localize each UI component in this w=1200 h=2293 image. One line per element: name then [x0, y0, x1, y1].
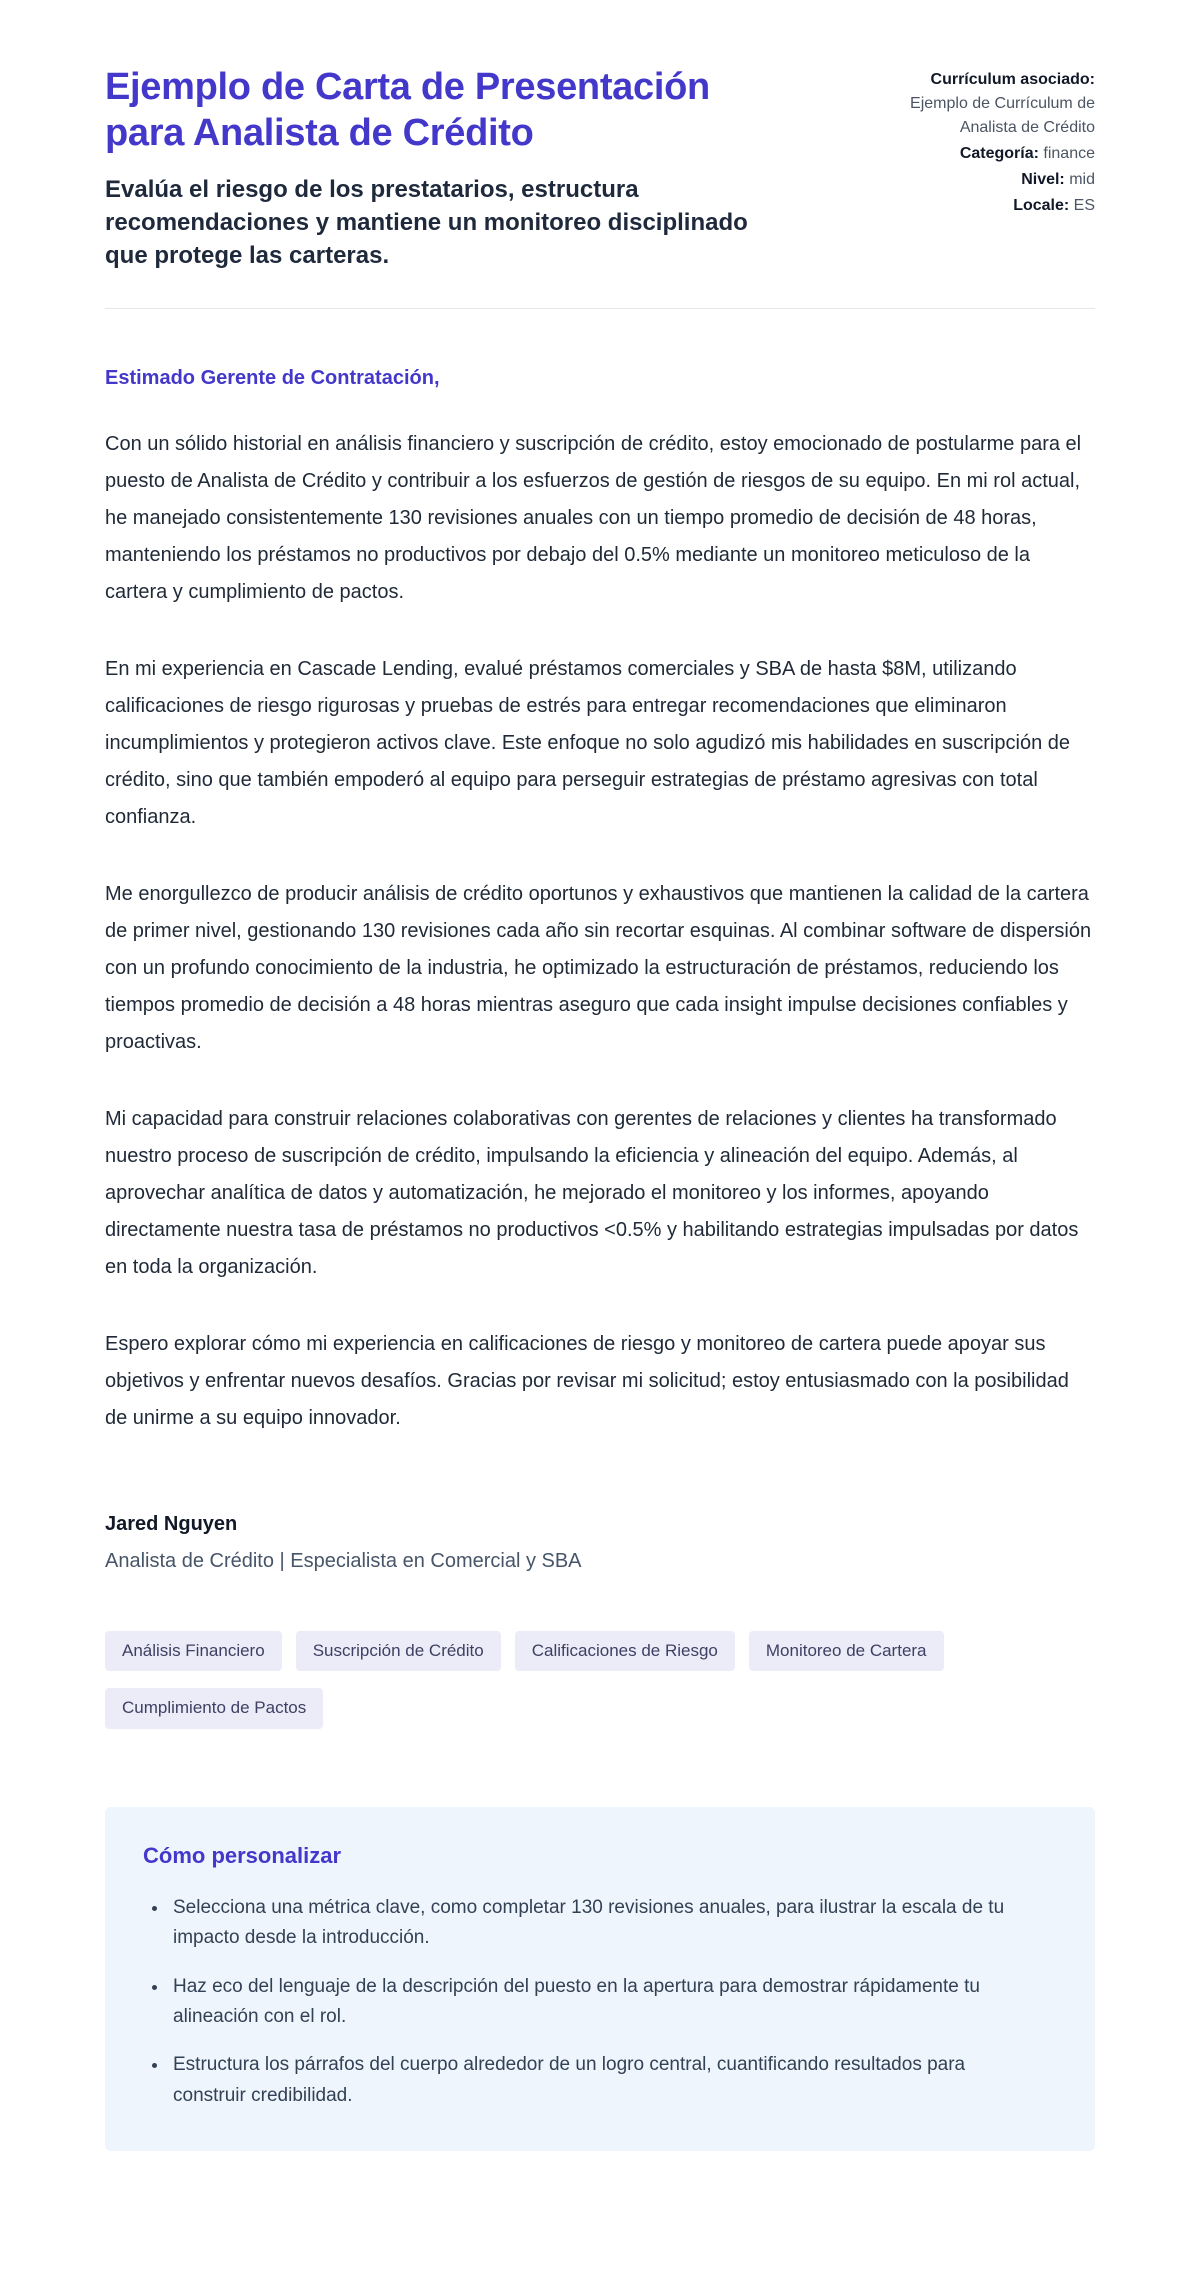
header-divider — [105, 308, 1095, 309]
tag-chip-cumplimiento-de-pactos[interactable]: Cumplimiento de Pactos — [105, 1688, 323, 1728]
customize-tip-1: • Selecciona una métrica clave, como completar 130 revisiones anuales, para ilustrar la escala de tu impacto desde la introducción. — [169, 1893, 1029, 1954]
letter-paragraph-4: Mi capacidad para construir relaciones colaborativas con gerentes de relaciones y clientes ha transformado nuestro proceso de suscripción de crédito, impulsando la eficiencia y alineación del equipo. Además, al aprovechar analítica de datos y automatización, he mejorado el monitoreo y los informes, apoyando directamente nuestra tasa de préstamos no productivos <0.5% y habilitando estrategias impulsadas por datos en toda la organización. — [105, 1108, 1079, 1279]
signature-name: Jared Nguyen — [105, 1513, 238, 1536]
locale-value: ES — [1069, 197, 1095, 214]
tag-chip-suscripcion-de-credito[interactable]: Suscripción de Crédito — [296, 1631, 501, 1671]
header-text-block — [105, 64, 785, 272]
category-label: Categoría: — [959, 145, 1039, 162]
category-value: finance — [1038, 145, 1095, 162]
level-label: Nivel: — [1021, 171, 1065, 188]
tag-chip-analisis-financiero[interactable]: Análisis Financiero — [105, 1631, 282, 1671]
letter-paragraph-5: Espero explorar cómo mi experiencia en calificaciones de riesgo y monitoreo de cartera puede apoyar sus objetivos y enfrentar nuevos desafíos. Gracias por revisar mi solicitud; estoy entusiasmado con la posibilidad de unirme a su equipo innovador. — [105, 1333, 1069, 1430]
tag-chip-calificaciones-de-riesgo[interactable]: Calificaciones de Riesgo — [515, 1631, 735, 1671]
header — [105, 64, 1095, 272]
signature-role: Analista de Crédito | Especialista en Comercial y SBA — [105, 1550, 582, 1573]
customize-heading: Cómo personalizar — [143, 1842, 342, 1868]
level-value: mid — [1064, 171, 1095, 188]
page-title: Ejemplo de Carta de Presentación para Analista de Crédito — [105, 66, 710, 155]
letter-greeting: Estimado Gerente de Contratación, — [105, 367, 440, 390]
meta-category-row — [860, 142, 1095, 166]
customize-box — [105, 1807, 1095, 2151]
associated-resume-label: Currículum asociado: — [930, 71, 1095, 88]
customize-tip-3: • Estructura los párrafos del cuerpo alrededor de un logro central, cuantificando resultados para construir credibilidad. — [169, 2050, 1029, 2111]
associated-resume-link[interactable]: Ejemplo de Currículum de Analista de Crédito — [910, 95, 1095, 136]
meta-locale-row — [860, 194, 1095, 218]
letter-paragraph-1: Con un sólido historial en análisis financiero y suscripción de crédito, estoy emocionado de postularme para el puesto de Analista de Crédito y contribuir a los esfuerzos de gestión de riesgos de su equipo. En mi rol actual, he manejado consistentemente 130 revisiones anuales con un tiempo promedio de decisión de 48 horas, manteniendo los préstamos no productivos por debajo del 0.5% mediante un monitoreo meticuloso de la cartera y cumplimiento de pactos. — [105, 433, 1082, 604]
customize-tip-2: • Haz eco del lenguaje de la descripción del puesto en la apertura para demostrar rápidamente tu alineación con el rol. — [169, 1972, 1029, 2033]
customize-list — [143, 1893, 1057, 2111]
tag-chip-monitoreo-de-cartera[interactable]: Monitoreo de Cartera — [749, 1631, 944, 1671]
meta-panel — [860, 64, 1095, 218]
locale-label: Locale: — [1013, 197, 1070, 214]
page-subtitle: Evalúa el riesgo de los prestatarios, estructura recomendaciones y mantiene un monitoreo disciplinado que protege las carteras. — [105, 175, 748, 269]
meta-level-row — [860, 168, 1095, 192]
letter-body — [105, 367, 1095, 1573]
letter-paragraph-2: En mi experiencia en Cascade Lending, evalué préstamos comerciales y SBA de hasta $8M, utilizando calificaciones de riesgo rigurosas y pruebas de estrés para entregar recomendaciones que eliminaron incumplimientos y protegieron activos clave. Este enfoque no solo agudizó mis habilidades en suscripción de crédito, sino que también empoderó al equipo para perseguir estrategias de préstamo agresivas con total confianza. — [105, 658, 1070, 829]
tag-list — [105, 1631, 995, 1729]
cover-letter-page — [105, 0, 1095, 2197]
letter-paragraph-3: Me enorgullezco de producir análisis de crédito oportunos y exhaustivos que mantienen la calidad de la cartera de primer nivel, gestionando 130 revisiones cada año sin recortar esquinas. Al combinar software de dispersión con un profundo conocimiento de la industria, he optimizado la estructuración de préstamos, reduciendo los tiempos promedio de decisión a 48 horas mientras aseguro que cada insight impulse decisiones confiables y proactivas. — [105, 883, 1092, 1054]
